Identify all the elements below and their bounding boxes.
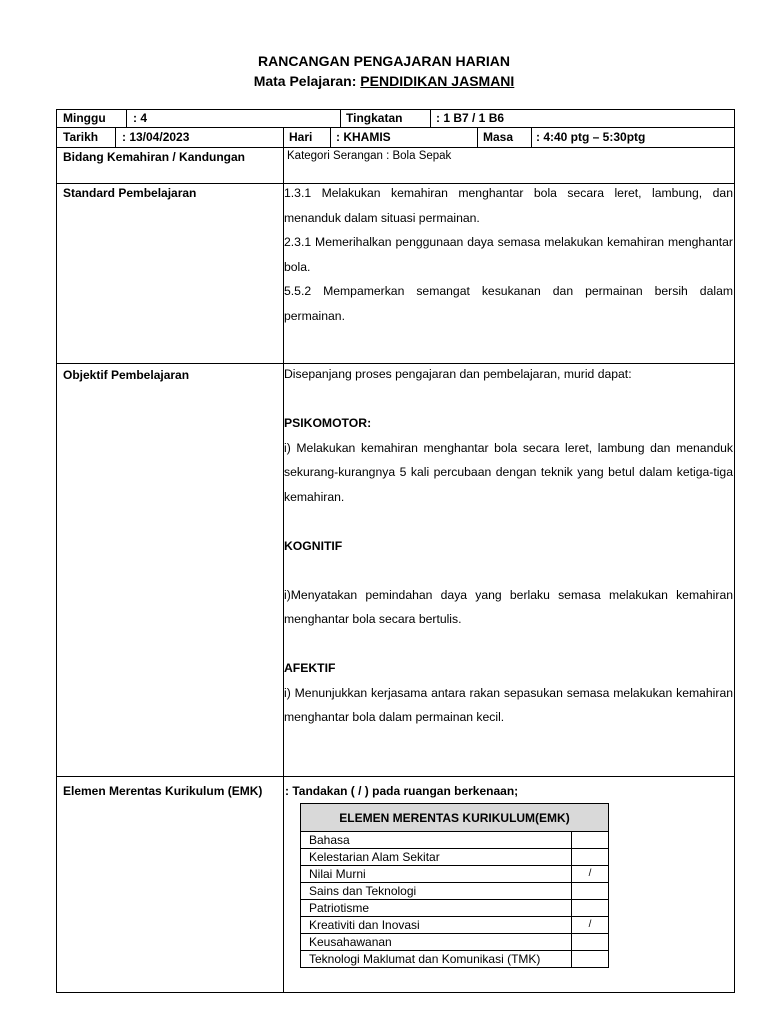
tingkatan-label: Tingkatan [346,111,403,125]
emk-row [301,951,609,968]
emk-row [301,900,609,917]
col-divider [340,109,341,127]
col-divider [531,127,532,147]
minggu-value: : 4 [133,111,148,125]
col-divider [477,127,478,147]
emk-row-mark: / [572,866,609,883]
bidang-value: Kategori Serangan : Bola Sepak [287,150,452,162]
emk-row-name: Bahasa [301,832,572,849]
emk-row-mark [572,934,609,951]
col-divider [115,127,116,147]
subject-value: PENDIDIKAN JASMANI [360,73,515,89]
page-title: RANCANGAN PENGAJARAN HARIAN [257,53,510,69]
tarikh-value: : 13/04/2023 [122,130,190,144]
bidang-label: Bidang Kemahiran / Kandungan [63,150,246,164]
emk-row-name: Kelestarian Alam Sekitar [301,849,572,866]
psikomotor-heading: PSIKOMOTOR: [284,416,372,430]
hari-label: Hari [289,130,313,144]
emk-header-row [301,804,609,832]
emk-row-mark [572,832,609,849]
emk-instruction: : Tandakan ( / ) pada ruangan berkenaan; [285,784,519,798]
standard-label: Standard Pembelajaran [63,186,197,200]
emk-row-name: Patriotisme [301,900,572,917]
masa-label: Masa [483,130,514,144]
emk-row [301,934,609,951]
emk-row-name: Teknologi Maklumat dan Komunikasi (TMK) [301,951,572,968]
emk-header: ELEMEN MERENTAS KURIKULUM(EMK) [301,804,609,832]
emk-row-mark [572,900,609,917]
tingkatan-value: : 1 B7 / 1 B6 [436,111,505,125]
standard-item: 5.5.2 Mempamerkan semangat kesukanan dan permainan bersih dalam permainan. [284,284,733,323]
objektif-label: Objektif Pembelajaran [63,368,190,382]
psikomotor-text: i) Melakukan kemahiran menghantar bola secara leret, lambung dan menanduk sekurang-kurangnya 5 kali percubaan dengan teknik yang betul dalam ketiga-tiga kemahiran. [284,440,733,504]
emk-row-mark [572,849,609,866]
emk-row [301,849,609,866]
emk-row-name: Sains dan Teknologi [301,883,572,900]
standard-item: 1.3.1 Melakukan kemahiran menghantar bola secara leret, lambung, dan menanduk dalam situasi permainan. [284,186,733,225]
col-divider [430,109,431,127]
afektif-heading: AFEKTIF [284,661,336,675]
emk-row-name: Nilai Murni [301,866,572,883]
emk-row-mark [572,883,609,900]
emk-row [301,917,609,934]
emk-row-name: Keusahawanan [301,934,572,951]
standard-list [284,181,733,328]
kognitif-text: i)Menyatakan pemindahan daya yang berlaku semasa melakukan kemahiran menghantar bola secara bertulis. [284,587,733,626]
row-divider [56,127,735,128]
col-divider [283,127,284,147]
kognitif-heading: KOGNITIF [284,538,343,553]
hari-value: : KHAMIS [336,130,391,144]
emk-label: Elemen Merentas Kurikulum (EMK) [63,784,263,798]
emk-row [301,832,609,849]
emk-row-name: Kreativiti dan Inovasi [301,917,572,934]
minggu-label: Minggu [63,111,106,125]
emk-row [301,866,609,883]
col-divider [126,109,127,127]
afektif-text: i) Menunjukkan kerjasama antara rakan sepasukan semasa melakukan kemahiran menghantar bola dalam permainan kecil. [284,685,733,724]
emk-row-mark: / [572,917,609,934]
objektif-content [284,362,733,730]
emk-row [301,883,609,900]
col-divider [330,127,331,147]
subject-line [0,73,768,89]
emk-table [300,803,609,968]
tarikh-label: Tarikh [63,130,99,144]
standard-item: 2.3.1 Memerihalkan penggunaan daya semasa melakukan kemahiran menghantar bola. [284,235,733,274]
row-divider [56,776,735,777]
row-divider [56,147,735,148]
objektif-intro: Disepanjang proses pengajaran dan pembelajaran, murid dapat: [284,367,632,381]
emk-row-mark [572,951,609,968]
masa-value: : 4:40 ptg – 5:30ptg [536,130,646,144]
subject-label: Mata Pelajaran: [253,73,357,89]
